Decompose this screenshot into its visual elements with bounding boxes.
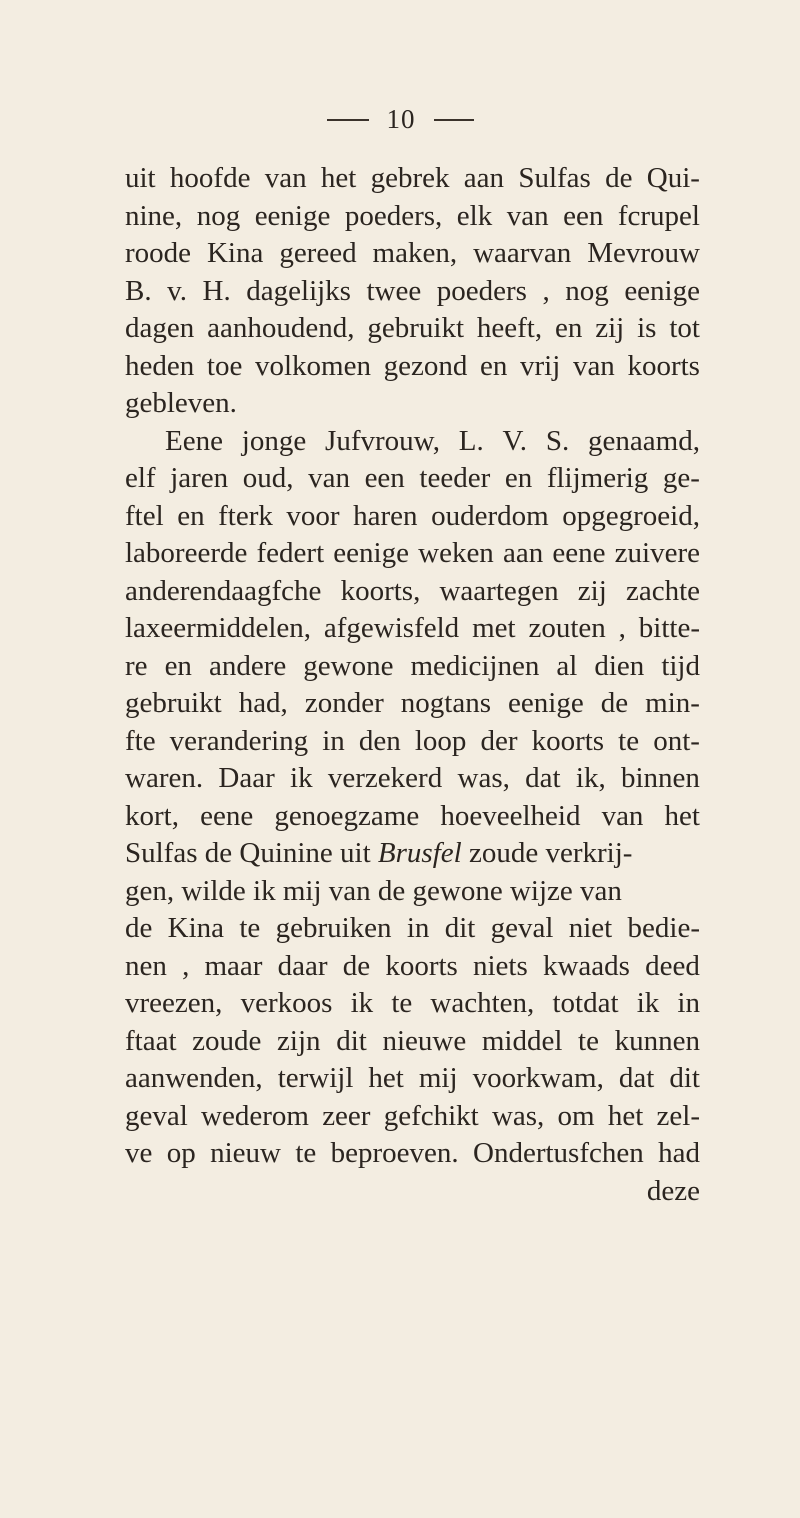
line-text: B. v. H. dagelijks twee poeders , nog eenige bbox=[125, 274, 700, 307]
line-text: dagen aanhoudend, gebruikt heeft, en zij is tot bbox=[125, 312, 700, 344]
line-text: ftaat zoude zijn dit nieuwe middel te kunnen bbox=[125, 1024, 700, 1057]
text-line bbox=[125, 273, 700, 311]
text-line bbox=[125, 423, 700, 461]
header-rule-right bbox=[434, 119, 474, 121]
line-text: re en andere gewone medicijnen al dien tijd bbox=[125, 649, 700, 682]
line-text: fte verandering in den loop der koorts te ont- bbox=[125, 724, 700, 757]
text-line bbox=[125, 310, 700, 348]
text-line bbox=[125, 610, 700, 648]
line-text: gebruikt had, zonder nogtans eenige de min- bbox=[125, 687, 700, 719]
text-line bbox=[125, 1060, 700, 1098]
line-text: kort, eene genoegzame hoeveelheid van het bbox=[125, 799, 700, 832]
text-line bbox=[125, 835, 700, 873]
line-text: Eene jonge Jufvrouw, L. V. S. genaamd, bbox=[165, 424, 700, 457]
text-line bbox=[125, 460, 700, 498]
text-line bbox=[125, 985, 700, 1023]
text-line bbox=[125, 498, 700, 536]
text-line bbox=[125, 948, 700, 986]
line-text: geval wederom zeer gefchikt was, om het zel- bbox=[125, 1099, 700, 1132]
body-text bbox=[125, 160, 700, 1210]
text-line bbox=[125, 1098, 700, 1136]
text-line bbox=[125, 198, 700, 236]
text-line bbox=[125, 798, 700, 836]
line-text: anderendaagfche koorts, waartegen zij zachte bbox=[125, 574, 700, 607]
text-line bbox=[125, 235, 700, 273]
text-line bbox=[125, 648, 700, 686]
line-text: uit hoofde van het gebrek aan Sulfas de Qui- bbox=[125, 162, 700, 194]
italic-place-name: Brusfel bbox=[377, 837, 462, 869]
text-line bbox=[125, 873, 700, 911]
text-line bbox=[125, 535, 700, 573]
line-text: waren. Daar ik verzekerd was, dat ik, binnen bbox=[125, 762, 700, 794]
text-line bbox=[125, 160, 700, 198]
text-line bbox=[125, 573, 700, 611]
line-text: aanwenden, terwijl het mij voorkwam, dat dit bbox=[125, 1062, 700, 1094]
line-text: Sulfas de Quinine uit bbox=[125, 837, 378, 869]
line-text: laxeermiddelen, afgewisfeld met zouten , bitte- bbox=[125, 612, 700, 644]
line-text: vreezen, verkoos ik te wachten, totdat ik in bbox=[125, 987, 700, 1019]
line-text: laboreerde federt eenige weken aan eene zuivere bbox=[125, 537, 700, 569]
page-number: 10 bbox=[386, 104, 416, 134]
line-text: nen , maar daar de koorts niets kwaads deed bbox=[125, 949, 700, 982]
text-line bbox=[125, 910, 700, 948]
text-line bbox=[125, 348, 700, 386]
line-text: wilde ik mij van de gewone wijze van bbox=[181, 874, 622, 907]
text-line bbox=[125, 685, 700, 723]
header-rule-left bbox=[327, 119, 369, 121]
line-text: heden toe volkomen gezond en vrij van koorts bbox=[125, 349, 700, 382]
catchword-line bbox=[125, 1173, 700, 1211]
text-line bbox=[125, 723, 700, 761]
line-text: zoude verkrij- bbox=[461, 837, 633, 869]
line-text: ftel en fterk voor haren ouderdom opgegroeid, bbox=[125, 499, 700, 532]
line-text: elf jaren oud, van een teeder en flijmerig ge- bbox=[125, 462, 700, 494]
page-header bbox=[0, 104, 800, 135]
text-line bbox=[125, 760, 700, 798]
text-line bbox=[125, 1135, 700, 1173]
text-line bbox=[125, 1023, 700, 1061]
line-text: gen, bbox=[125, 874, 182, 907]
line-text: nine, nog eenige poeders, elk van een fcrupel bbox=[125, 199, 700, 232]
catchword: deze bbox=[646, 1174, 700, 1207]
line-text: de Kina te gebruiken in dit geval niet bedie- bbox=[125, 912, 700, 944]
line-text: gebleven. bbox=[125, 387, 237, 419]
text-line bbox=[125, 385, 700, 423]
line-text: ve op nieuw te beproeven. Ondertusfchen had bbox=[125, 1137, 700, 1169]
line-text: roode Kina gereed maken, waarvan Mevrouw bbox=[125, 237, 700, 269]
